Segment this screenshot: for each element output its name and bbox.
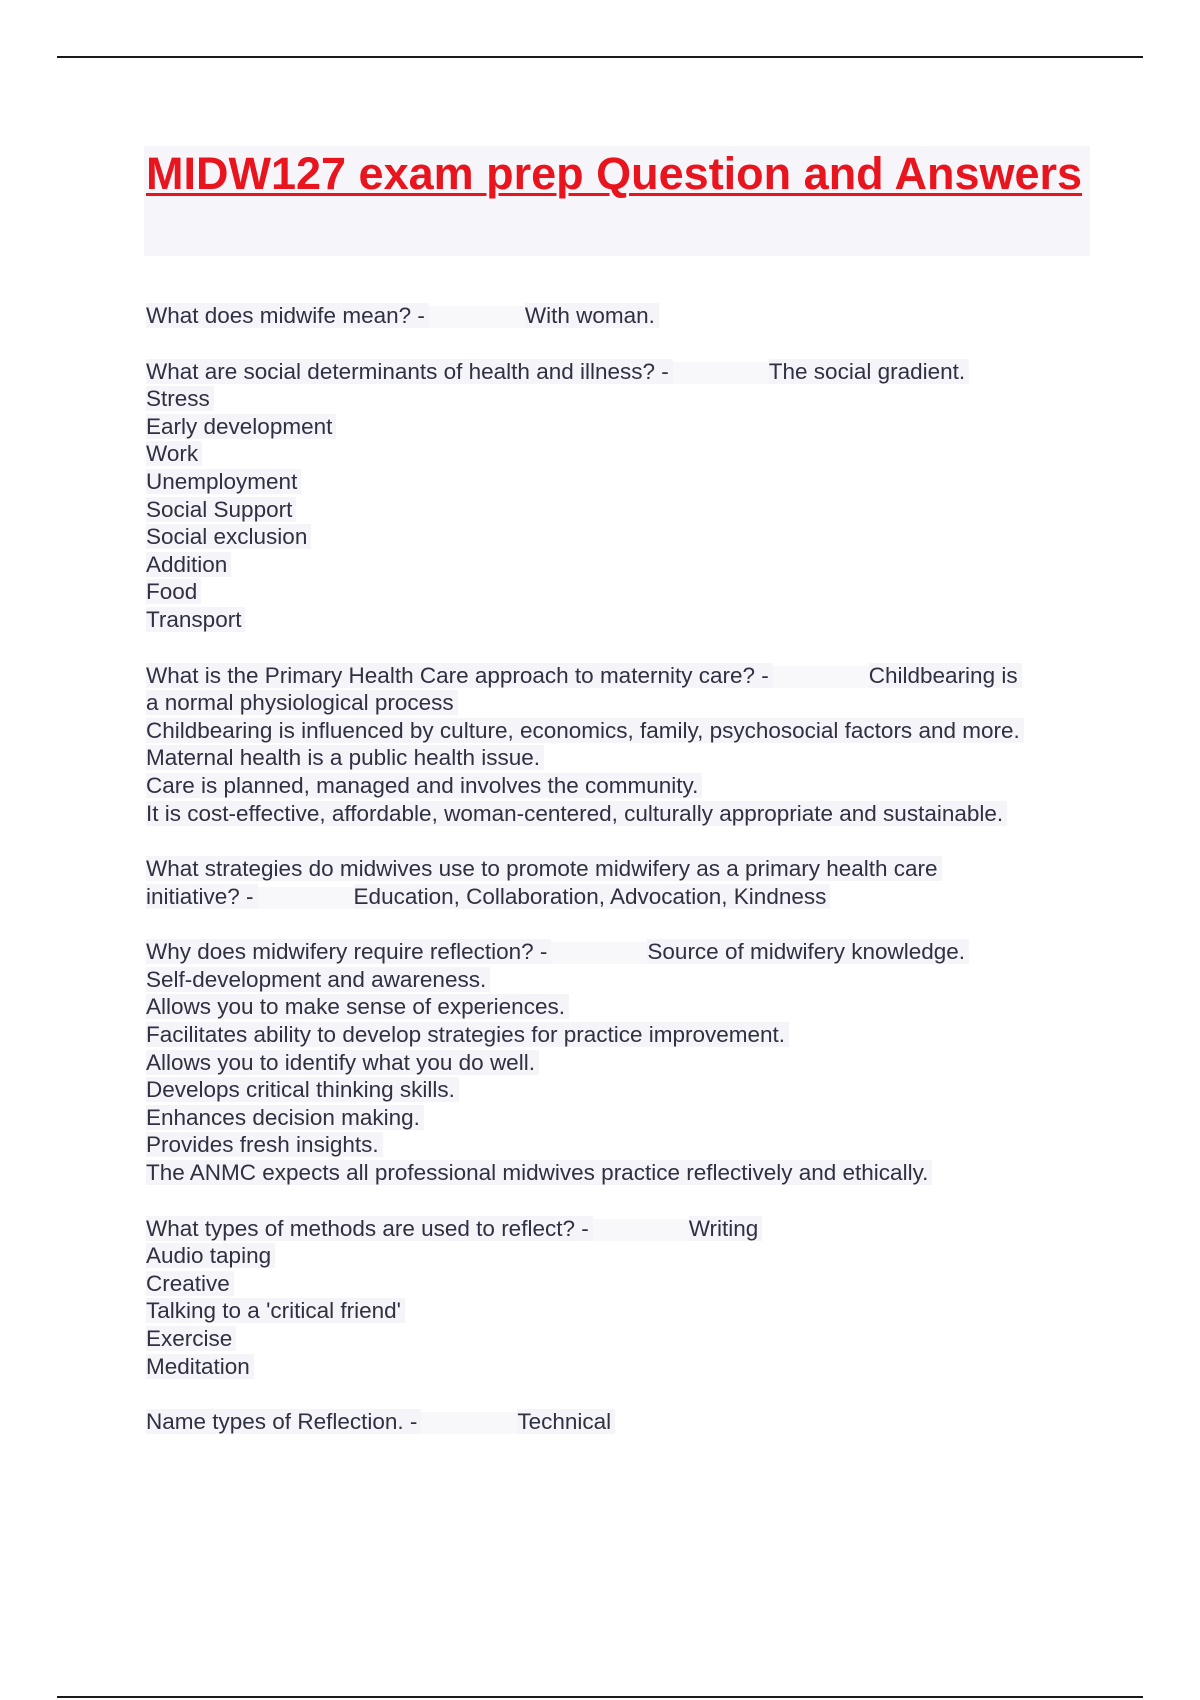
qa-item-2 <box>146 358 1096 634</box>
answer-line <box>146 1131 1096 1159</box>
qa-item-5 <box>146 938 1096 1186</box>
answer-gap <box>429 306 525 328</box>
qa-line <box>146 662 1096 690</box>
qa-line <box>146 1408 1096 1436</box>
answer-text: Enhances decision making. <box>146 1105 424 1130</box>
bottom-rule <box>57 1696 1143 1698</box>
answer-line <box>146 689 1096 717</box>
answer-text: Creative <box>146 1271 234 1296</box>
answer-text: Food <box>146 579 201 604</box>
answer-text: Stress <box>146 386 214 411</box>
answer-text: Technical <box>517 1409 615 1434</box>
answer-line <box>146 744 1096 772</box>
answer-text: Source of midwifery knowledge. <box>647 939 969 964</box>
qa-line <box>146 358 1096 386</box>
answer-text: Talking to a 'critical friend' <box>146 1298 405 1323</box>
answer-line <box>146 1076 1096 1104</box>
answer-line <box>146 1270 1096 1298</box>
answer-line <box>146 1242 1096 1270</box>
answer-line <box>146 1325 1096 1353</box>
answer-text: Social Support <box>146 497 296 522</box>
answer-text: Facilitates ability to develop strategies for practice improvement. <box>146 1022 789 1047</box>
answer-text: Self-development and awareness. <box>146 967 490 992</box>
answer-line <box>146 440 1096 468</box>
answer-line <box>146 551 1096 579</box>
question-text: What strategies do midwives use to promote midwifery as a primary health care <box>146 856 942 881</box>
question-text: initiative? - <box>146 884 258 909</box>
answer-line <box>146 1297 1096 1325</box>
question-text: Why does midwifery require reflection? - <box>146 939 551 964</box>
answer-text: Writing <box>689 1216 763 1241</box>
answer-text: Audio taping <box>146 1243 275 1268</box>
qa-item-1 <box>146 302 1096 330</box>
answer-text: Addition <box>146 552 231 577</box>
answer-text: Provides fresh insights. <box>146 1132 383 1157</box>
answer-text: Maternal health is a public health issue. <box>146 745 544 770</box>
answer-text: Allows you to identify what you do well. <box>146 1050 539 1075</box>
answer-line <box>146 1104 1096 1132</box>
answer-text: Develops critical thinking skills. <box>146 1077 459 1102</box>
answer-line <box>146 385 1096 413</box>
answer-line <box>146 468 1096 496</box>
qa-item-3 <box>146 662 1096 828</box>
question-text: What does midwife mean? - <box>146 303 429 328</box>
answer-gap <box>258 887 354 909</box>
qa-item-4 <box>146 855 1096 910</box>
qa-list <box>146 302 1096 1464</box>
answer-line <box>146 1021 1096 1049</box>
answer-text: The ANMC expects all professional midwives practice reflectively and ethically. <box>146 1160 932 1185</box>
question-text: What is the Primary Health Care approach to maternity care? - <box>146 663 773 688</box>
answer-line <box>146 1353 1096 1381</box>
answer-text: Childbearing is influenced by culture, economics, family, psychosocial factors and more. <box>146 718 1024 743</box>
question-text: What are social determinants of health and illness? - <box>146 359 673 384</box>
answer-line <box>146 800 1096 828</box>
answer-text: Work <box>146 441 202 466</box>
answer-text: Unemployment <box>146 469 301 494</box>
answer-text: Childbearing is <box>869 663 1022 688</box>
top-rule <box>57 56 1143 58</box>
qa-item-7 <box>146 1408 1096 1436</box>
answer-gap <box>673 362 769 384</box>
answer-text: With woman. <box>525 303 659 328</box>
answer-gap <box>773 666 869 688</box>
answer-line <box>146 496 1096 524</box>
answer-line <box>146 717 1096 745</box>
answer-text: Allows you to make sense of experiences. <box>146 994 569 1019</box>
answer-line <box>146 1049 1096 1077</box>
answer-text: It is cost-effective, affordable, woman-centered, culturally appropriate and sustainable. <box>146 801 1007 826</box>
answer-text: a normal physiological process <box>146 690 458 715</box>
question-text: What types of methods are used to reflect? - <box>146 1216 593 1241</box>
answer-gap <box>593 1219 689 1241</box>
answer-line <box>146 606 1096 634</box>
question-line <box>146 855 1096 883</box>
answer-line <box>146 1159 1096 1187</box>
qa-line <box>146 883 1096 911</box>
qa-line <box>146 302 1096 330</box>
answer-gap <box>551 942 647 964</box>
answer-line <box>146 772 1096 800</box>
answer-line <box>146 993 1096 1021</box>
answer-text: Education, Collaboration, Advocation, Kindness <box>354 884 831 909</box>
answer-text: Care is planned, managed and involves the community. <box>146 773 702 798</box>
answer-text: Early development <box>146 414 336 439</box>
answer-line <box>146 523 1096 551</box>
answer-text: Social exclusion <box>146 524 311 549</box>
answer-line <box>146 413 1096 441</box>
answer-text: Meditation <box>146 1354 254 1379</box>
answer-text: The social gradient. <box>769 359 969 384</box>
answer-text: Transport <box>146 607 245 632</box>
question-text: Name types of Reflection. - <box>146 1409 421 1434</box>
answer-text: Exercise <box>146 1326 236 1351</box>
qa-line <box>146 938 1096 966</box>
answer-gap <box>421 1412 517 1434</box>
qa-line <box>146 1215 1096 1243</box>
document-title: MIDW127 exam prep Question and Answers <box>146 148 1083 199</box>
qa-item-6 <box>146 1215 1096 1381</box>
answer-line <box>146 578 1096 606</box>
answer-line <box>146 966 1096 994</box>
